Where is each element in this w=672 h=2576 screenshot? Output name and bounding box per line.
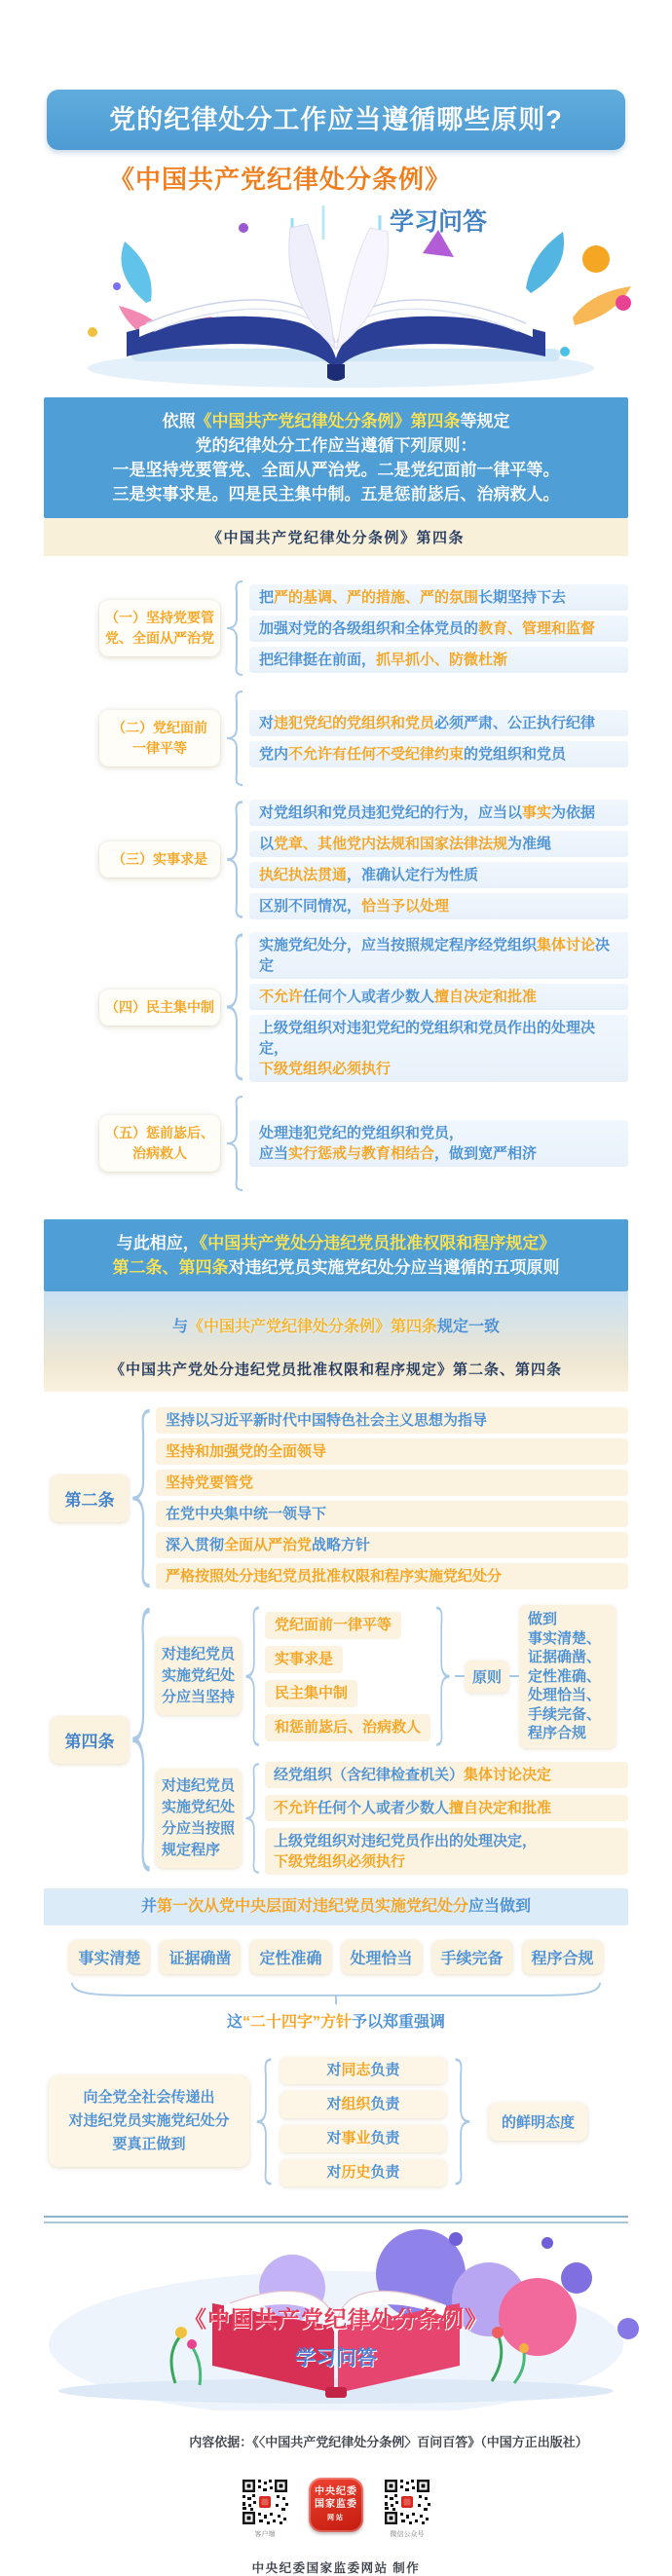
principle-item: 以党章、其他党内法规和国家法律法规为准绳 bbox=[249, 831, 628, 857]
brace-left-icon bbox=[224, 1095, 247, 1192]
principle-item: 党内不允许有任何不受纪律约束的党组织和党员 bbox=[249, 741, 628, 767]
principle-label: （三）实事求是 bbox=[99, 841, 220, 877]
qr-code-icon bbox=[241, 2478, 289, 2526]
principle-item: 把严的基调、严的措施、严的氛围长期坚持下去 bbox=[249, 584, 628, 611]
qr-row bbox=[0, 2478, 672, 2539]
brace-right-icon bbox=[432, 1605, 452, 1748]
footer-book-tag: 学习问答 bbox=[295, 2346, 377, 2370]
intro-banner-line: 一是坚持党要管党、全面从严治党。二是党纪面前一律平等。 bbox=[112, 461, 560, 479]
hold-pill: 民主集中制 bbox=[265, 1680, 357, 1707]
footer-book-title: 《中国共产党纪律处分条例》 bbox=[184, 2306, 488, 2332]
page-title: 党的纪律处分工作应当遵循哪些原则? bbox=[47, 90, 625, 150]
principle-label: （二）党纪面前 一律平等 bbox=[99, 710, 220, 766]
intro-banner-line: 依照《中国共产党纪律处分条例》第四条等规定 bbox=[162, 412, 510, 430]
responsibility-pill: 对组织负责 bbox=[280, 2091, 446, 2118]
first-time-banner: 并第一次从党中央层面对违纪党员实施党纪处分应当做到 bbox=[44, 1888, 628, 1925]
principle-pill: 程序合规 bbox=[523, 1940, 603, 1974]
article-2-section bbox=[51, 1407, 628, 1589]
qr-client-label: 客户端 bbox=[254, 2530, 276, 2538]
principle-item: 不允许任何个人或者少数人擅自决定和批准 bbox=[249, 984, 628, 1010]
principle-item: 对违犯党纪的党组织和党员必须严肃、公正执行纪律 bbox=[249, 710, 628, 736]
principle-pill: 处理恰当 bbox=[342, 1940, 422, 1974]
qr-client bbox=[241, 2478, 289, 2539]
section-divider bbox=[44, 2216, 628, 2223]
attitude-tail: 的鲜明态度 bbox=[489, 2103, 587, 2141]
principle-item: 实施党纪处分，应当按照规定程序经党组织集体讨论决定 bbox=[249, 932, 628, 979]
principle-tag: 原则 bbox=[466, 1661, 508, 1693]
procedure-item: 不允许任何个人或者少数人擅自决定和批准 bbox=[265, 1795, 628, 1821]
responsibility-pill: 对历史负责 bbox=[280, 2159, 446, 2186]
principle-pill: 手续完备 bbox=[432, 1940, 512, 1974]
principle-item: 加强对党的各级组织和全体党员的教育、管理和监督 bbox=[249, 616, 628, 642]
badge-line: 网站 bbox=[327, 2513, 345, 2521]
procedure-item: 经党组织（含纪律检查机关）集体讨论决定 bbox=[265, 1762, 628, 1788]
attitude-lead: 向全党全社会传递出 对违纪党员实施党纪处分 要真正做到 bbox=[49, 2075, 249, 2167]
principle-section-2 bbox=[49, 690, 628, 787]
brace-left-icon bbox=[243, 1762, 263, 1875]
branch-label: 对违纪党员实施党纪处分应当坚持 bbox=[156, 1637, 242, 1715]
subtitle-book-title: 《中国共产党纪律处分条例》 bbox=[109, 166, 452, 194]
regulation-source: 《中国共产党处分违纪党员批准权限和程序规定》第二条、第四条 bbox=[109, 1363, 562, 1378]
principle-item: 区别不同情况，恰当予以处理 bbox=[249, 893, 628, 919]
hold-pill: 实事求是 bbox=[265, 1646, 343, 1673]
relation-banner-line: 与此相应，《中国共产党处分违纪党员批准权限和程序规定》 bbox=[116, 1234, 556, 1252]
result-requirements: 做到 事实清楚、 证据确凿、 定性准确、 处理恰当、 手续完备、 程序合规 bbox=[520, 1605, 616, 1748]
article-2-label: 第二条 bbox=[51, 1475, 129, 1522]
article-2-item: 坚持和加强党的全面领导 bbox=[156, 1438, 628, 1465]
twenty-four-pills bbox=[39, 1940, 633, 1974]
principle-item: 上级党组织对违犯党纪的党组织和党员作出的处理决定， 下级党组织必须执行 bbox=[249, 1015, 628, 1082]
connector-line bbox=[509, 1675, 519, 1677]
hold-pill: 和惩前毖后、治病救人 bbox=[265, 1714, 430, 1741]
principle-item: 执纪执法贯通，准确认定行为性质 bbox=[249, 862, 628, 888]
intro-banner-line: 三是实事求是。四是民主集中制。五是惩前毖后、治病救人。 bbox=[112, 485, 560, 504]
intro-banner-line: 党的纪律处分工作应当遵循下列原则： bbox=[195, 436, 477, 455]
brace-left-icon bbox=[254, 2057, 276, 2186]
article-2-item: 深入贯彻全面从严治党战略方针 bbox=[156, 1532, 628, 1558]
consistency-line: 与《中国共产党纪律处分条例》第四条规定一致 bbox=[171, 1319, 501, 1335]
principle-section-3 bbox=[49, 800, 628, 919]
principle-section-5 bbox=[49, 1095, 628, 1192]
article-2-item: 坚持以习近平新时代中国特色社会主义思想为指导 bbox=[156, 1407, 628, 1434]
principle-section-1 bbox=[49, 579, 628, 677]
principles-list bbox=[49, 579, 628, 1192]
brace-left-icon bbox=[224, 800, 247, 919]
principle-section-4 bbox=[49, 932, 628, 1082]
qr-code-icon bbox=[383, 2478, 431, 2526]
brace-left-icon bbox=[224, 932, 247, 1082]
ccdi-badge bbox=[309, 2478, 363, 2532]
article-4-branch-procedure bbox=[156, 1762, 628, 1875]
procedure-item: 上级党组织对违纪党员作出的处理决定， 下级党组织必须执行 bbox=[265, 1828, 628, 1875]
brace-left-icon bbox=[130, 1605, 155, 1875]
consistency-block bbox=[44, 1291, 628, 1392]
responsibility-pill: 对同志负责 bbox=[280, 2057, 446, 2084]
principle-pill: 事实清楚 bbox=[69, 1940, 149, 1974]
qr-wechat bbox=[383, 2478, 431, 2539]
hold-pill: 党纪面前一律平等 bbox=[265, 1612, 401, 1639]
brace-left-icon bbox=[224, 690, 247, 787]
attitude-section bbox=[49, 2057, 628, 2186]
content-source-note: 内容依据：《〈中国共产党纪律处分条例〉百问百答》（中国方正出版社） bbox=[189, 2434, 588, 2449]
principle-item: 把纪律挺在前面，抓早抓小、防微杜渐 bbox=[249, 647, 628, 673]
credit-line: 中央纪委国家监委网站 制作 bbox=[251, 2560, 421, 2575]
branch-label: 对违纪党员实施党纪处分应当按照规定程序 bbox=[156, 1769, 242, 1868]
principle-pill: 证据确凿 bbox=[160, 1940, 240, 1974]
principle-pill: 定性准确 bbox=[250, 1940, 330, 1974]
principle-item: 处理违犯党纪的党组织和党员， 应当实行惩戒与教育相结合，做到宽严相济 bbox=[249, 1120, 628, 1167]
responsibility-pill: 对事业负责 bbox=[280, 2125, 446, 2152]
source-note-strip: 《中国共产党纪律处分条例》第四条 bbox=[44, 518, 628, 556]
brace-left-icon bbox=[130, 1407, 155, 1589]
brace-right-icon bbox=[451, 2057, 472, 2186]
principle-item: 对党组织和党员违犯党纪的行为，应当以事实为依据 bbox=[249, 800, 628, 826]
relation-banner-line: 第二条、第四条对违纪党员实施党纪处分应当遵循的五项原则 bbox=[112, 1258, 560, 1277]
hero-section bbox=[0, 150, 672, 397]
principle-label: （五）惩前毖后、 治病救人 bbox=[99, 1115, 220, 1172]
article-4-label: 第四条 bbox=[51, 1716, 129, 1764]
subtitle-tag: 学习问答 bbox=[390, 208, 488, 236]
badge-line: 国家监委 bbox=[315, 2498, 357, 2510]
relation-banner bbox=[44, 1219, 628, 1291]
brace-left-icon bbox=[243, 1605, 263, 1748]
badge-line: 中央纪委 bbox=[315, 2485, 357, 2497]
qr-wechat-label: 微信公众号 bbox=[390, 2530, 425, 2538]
principle-label: （一）坚持党要管 党、全面从严治党 bbox=[99, 600, 220, 656]
twenty-four-note: 这“二十四字”方针予以郑重强调 bbox=[226, 2013, 446, 2031]
underbrace-icon bbox=[69, 1981, 603, 2004]
article-2-item: 在党中央集中统一领导下 bbox=[156, 1501, 628, 1527]
article-4-section bbox=[51, 1605, 628, 1875]
connector-line bbox=[455, 1675, 465, 1677]
article-4-branch-hold bbox=[156, 1605, 628, 1748]
footer-hero bbox=[0, 2227, 672, 2410]
brace-left-icon bbox=[224, 579, 247, 677]
article-2-item: 严格按照处分违纪党员批准权限和程序实施党纪处分 bbox=[156, 1563, 628, 1589]
principle-label: （四）民主集中制 bbox=[99, 989, 220, 1026]
article-2-item: 坚持党要管党 bbox=[156, 1470, 628, 1496]
intro-banner bbox=[44, 397, 628, 518]
